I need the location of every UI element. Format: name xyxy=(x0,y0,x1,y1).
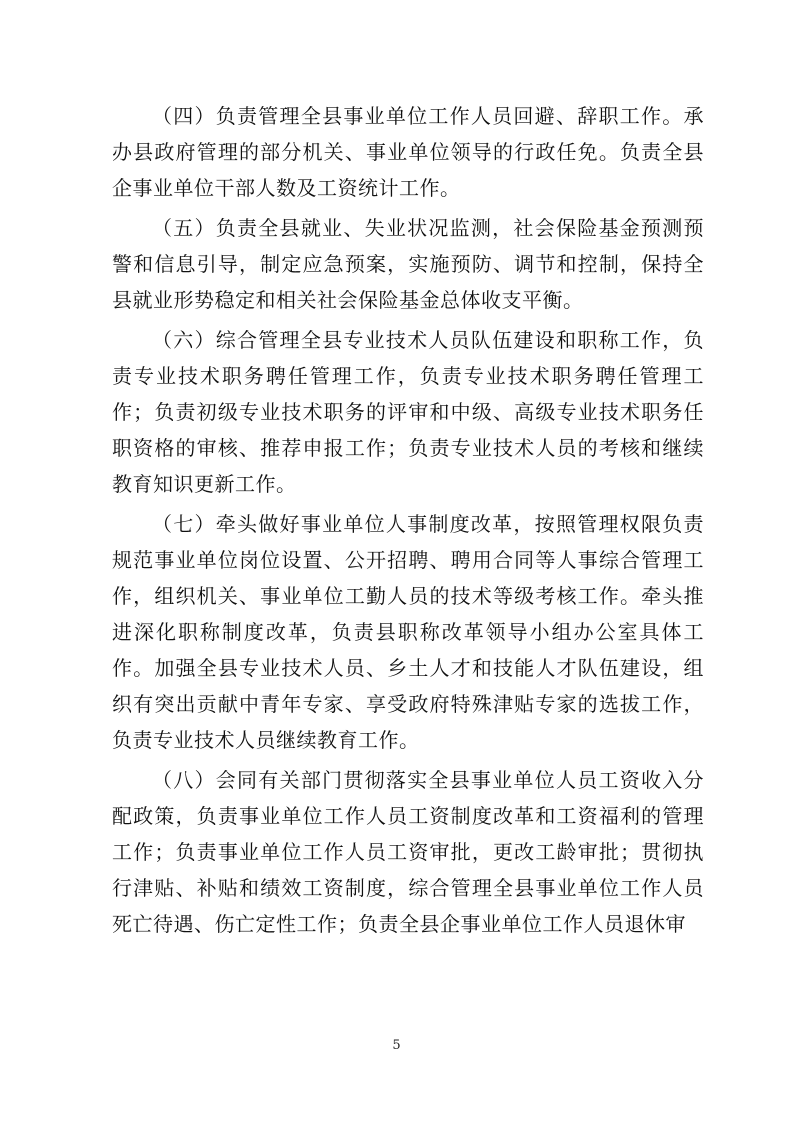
paragraph-8: （八）会同有关部门贯彻落实全县事业单位人员工资收入分配政策，负责事业单位工作人员工资制度改革和工资福利的管理工作；负责事业单位工作人员工资审批，更改工龄审批；贯彻执行津贴、补贴和绩效工资制度，综合管理全县事业单位工作人员死亡待遇、伤亡定性工作；负责全县企事业单位工作人员退休审 xyxy=(112,768,704,936)
document-body xyxy=(112,98,704,946)
paragraph-7: （七）牵头做好事业单位人事制度改革，按照管理权限负责规范事业单位岗位设置、公开招聘、聘用合同等人事综合管理工作，组织机关、事业单位工勤人员的技术等级考核工作。牵头推进深化职称制度改革，负责县职称改革领导小组办公室具体工作。加强全县专业技术人员、乡土人才和技能人才队伍建设，组织有突出贡献中青年专家、享受政府特殊津贴专家的选拔工作，负责专业技术人员继续教育工作。 xyxy=(112,512,704,752)
paragraph-6: （六）综合管理全县专业技术人员队伍建设和职称工作，负责专业技术职务聘任管理工作，负责专业技术职务聘任管理工作；负责初级专业技术职务的评审和中级、高级专业技术职务任职资格的审核、推荐申报工作；负责专业技术人员的考核和继续教育知识更新工作。 xyxy=(112,328,704,496)
page-number: 5 xyxy=(392,1038,401,1053)
paragraph-5: （五）负责全县就业、失业状况监测，社会保险基金预测预警和信息引导，制定应急预案，实施预防、调节和控制，保持全县就业形势稳定和相关社会保险基金总体收支平衡。 xyxy=(112,216,704,312)
paragraph-4: （四）负责管理全县事业单位工作人员回避、辞职工作。承办县政府管理的部分机关、事业单位领导的行政任免。负责全县企事业单位干部人数及工资统计工作。 xyxy=(112,104,704,200)
